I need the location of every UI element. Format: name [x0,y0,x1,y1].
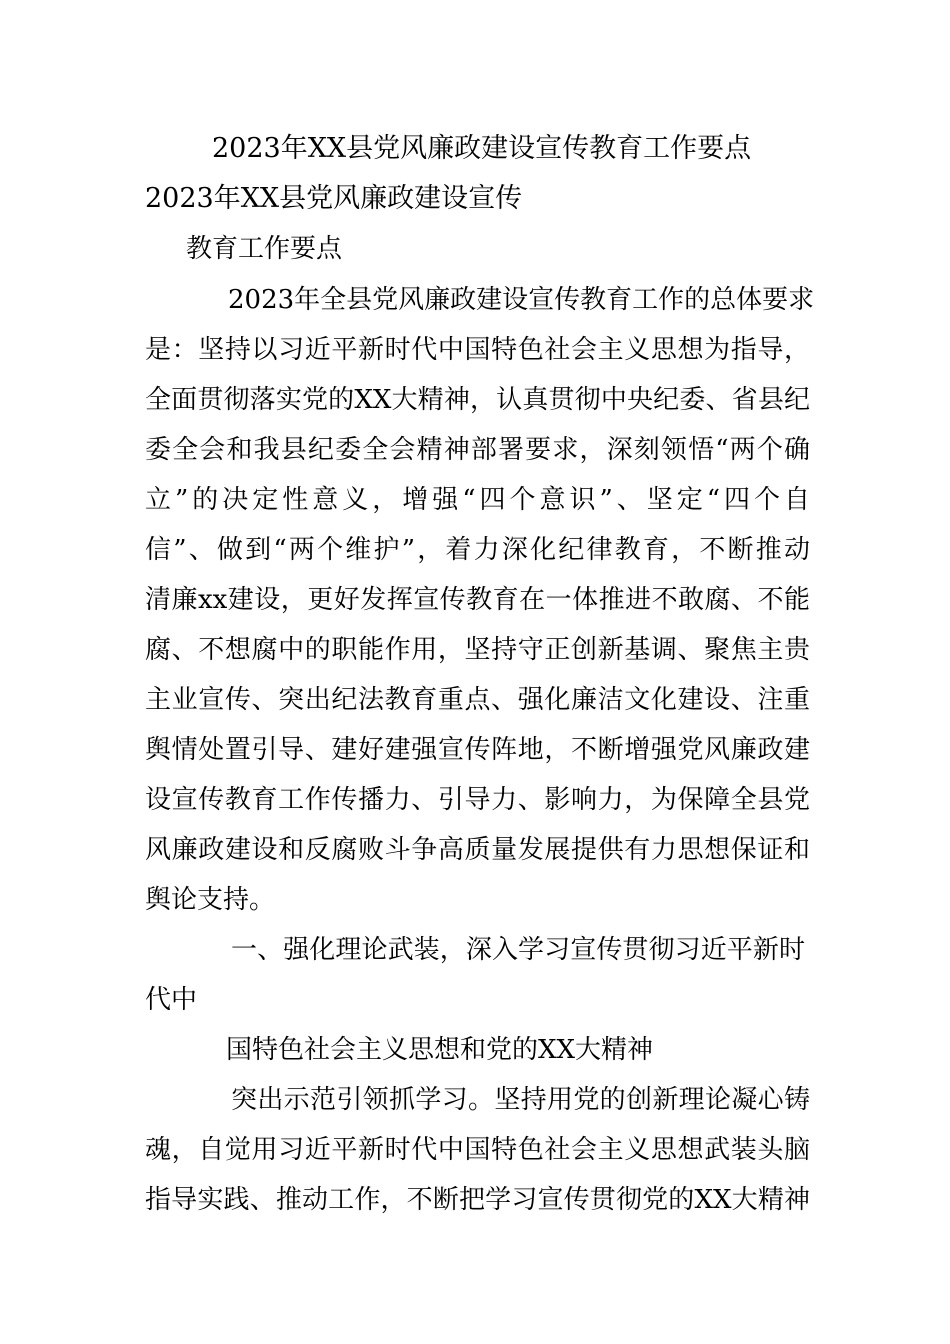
section-1-heading-line: 一、强化理论武装，深入学习宣传贯彻习近平新时 [231,935,805,965]
document-subtitle-line-1: 2023年XX县党风廉政建设宣传 [145,183,523,214]
paragraph-1-line: 清廉xx建设，更好发挥宣传教育在一体推进不敢腐、不能 [145,585,810,615]
document-title: 2023年XX县党风廉政建设宣传教育工作要点 [212,133,752,164]
paragraph-1-line: 舆情处置引导、建好建强宣传阵地，不断增强党风廉政建 [145,735,810,765]
paragraph-2-line: 魂，自觉用习近平新时代中国特色社会主义思想武装头脑 [145,1135,810,1165]
paragraph-1-line: 委全会和我县纪委全会精神部署要求，深刻领悟“两个确 [145,435,810,465]
paragraph-2-line: 指导实践、推动工作，不断把学习宣传贯彻党的XX大精神 [145,1185,810,1215]
paragraph-1-line: 是：坚持以习近平新时代中国特色社会主义思想为指导， [145,335,810,365]
paragraph-1-line: 舆论支持。 [145,885,276,915]
paragraph-1-line: 全面贯彻落实党的XX大精神，认真贯彻中央纪委、省县纪 [145,385,810,415]
paragraph-1-line: 设宣传教育工作传播力、引导力、影响力，为保障全县党 [145,785,810,815]
paragraph-2-line: 突出示范引领抓学习。坚持用党的创新理论凝心铸 [231,1085,810,1115]
document-subtitle-line-2: 教育工作要点 [186,234,343,264]
paragraph-1-line: 风廉政建设和反腐败斗争高质量发展提供有力思想保证和 [145,835,810,865]
paragraph-1-line: 主业宣传、突出纪法教育重点、强化廉洁文化建设、注重 [145,685,810,715]
paragraph-1-line: 立”的决定性意义，增强“四个意识”、坚定“四个自 [145,485,810,515]
paragraph-1-line: 2023年全县党风廉政建设宣传教育工作的总体要求 [228,285,815,315]
paragraph-1-line: 信”、做到“两个维护”，着力深化纪律教育，不断推动 [145,535,810,565]
section-1-heading-line: 代中 [145,985,198,1015]
paragraph-1-line: 腐、不想腐中的职能作用，坚持守正创新基调、聚焦主贵 [145,635,810,665]
section-1-heading-line: 国特色社会主义思想和党的XX大精神 [226,1035,654,1065]
